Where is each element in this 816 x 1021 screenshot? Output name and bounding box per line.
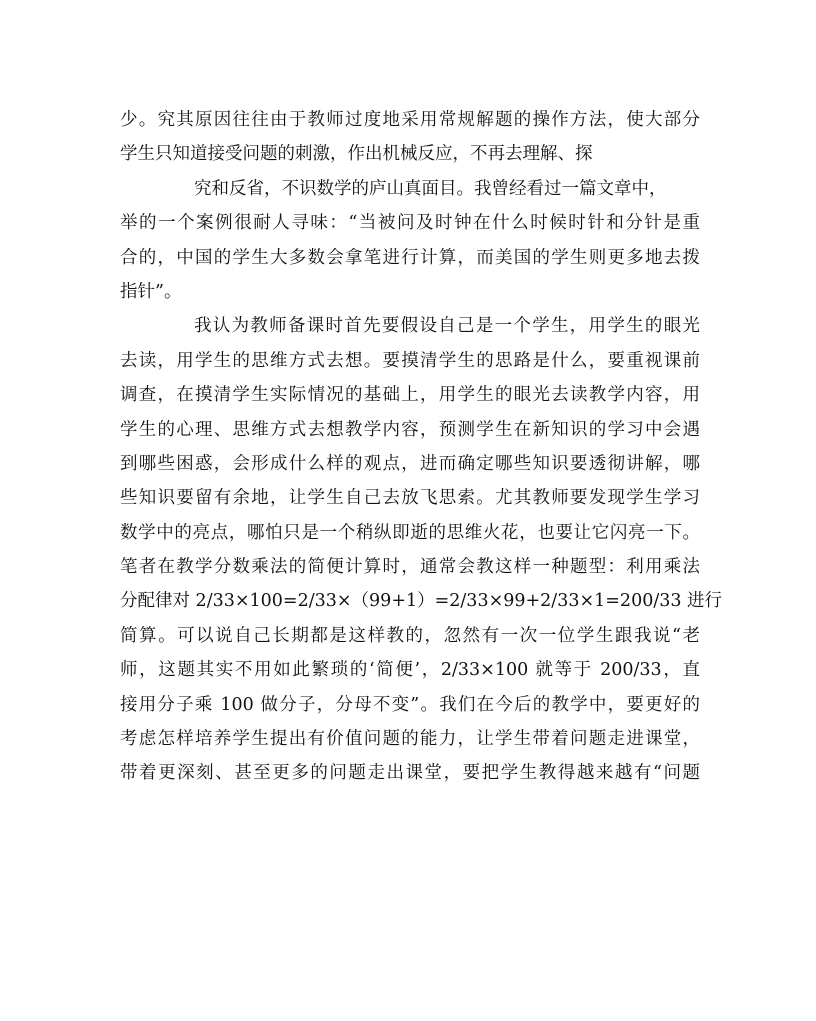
text-line: 接用分子乘 100 做分子，分母不变”。我们在今后的教学中，要更好的	[120, 694, 700, 715]
text-line: 师，这题其实不用如此繁琐的‘简便’，2/33×100 就等于 200/33，直	[120, 660, 700, 681]
text-line: 学生的心理、思维方式去想教学内容，预测学生在新知识的学习中会遇	[120, 419, 700, 440]
text-line: 笔者在教学分数乘法的简便计算时，通常会教这样一种题型：利用乘法	[120, 557, 700, 578]
text-line: 究和反省，不识数学的庐山真面目。我曾经看过一篇文章中，	[194, 178, 667, 199]
text-line: 合的，中国的学生大多数会拿笔进行计算，而美国的学生则更多地去拨	[120, 247, 700, 268]
text-line: 简算。可以说自己长期都是这样教的，忽然有一次一位学生跟我说“老	[120, 625, 700, 646]
text-line: 些知识要留有余地，让学生自己去放飞思索。尤其教师要发现学生学习	[120, 488, 700, 509]
body-text	[120, 103, 723, 791]
text-line: 调查，在摸清学生实际情况的基础上，用学生的眼光去读教学内容，用	[120, 385, 700, 406]
text-line: 考虑怎样培养学生提出有价值问题的能力，让学生带着问题走进课堂，	[120, 729, 700, 750]
text-line: 去读，用学生的思维方式去想。要摸清学生的思路是什么，要重视课前	[120, 350, 700, 371]
text-line: 学生只知道接受问题的刺激，作出机械反应，不再去理解、探	[120, 144, 593, 165]
text-line: 到哪些困惑，会形成什么样的观点，进而确定哪些知识要透彻讲解，哪	[120, 453, 700, 474]
text-line: 举的一个案例很耐人寻味：“当被问及时钟在什么时候时针和分针是重	[120, 213, 700, 234]
text-line: 带着更深刻、甚至更多的问题走出课堂，要把学生教得越来越有“问题	[120, 763, 700, 784]
text-line: 我认为教师备课时首先要假设自己是一个学生，用学生的眼光	[194, 316, 700, 337]
text-line: 指针”。	[120, 281, 182, 302]
text-line: 分配律对 2/33×100=2/33×（99+1）=2/33×99+2/33×1=200/33 进行	[120, 591, 723, 612]
text-line: 少。究其原因往往由于教师过度地采用常规解题的操作方法，使大部分	[120, 110, 700, 130]
text-line: 数学中的亮点，哪怕只是一个稍纵即逝的思维火花，也要让它闪亮一下。	[120, 522, 700, 543]
